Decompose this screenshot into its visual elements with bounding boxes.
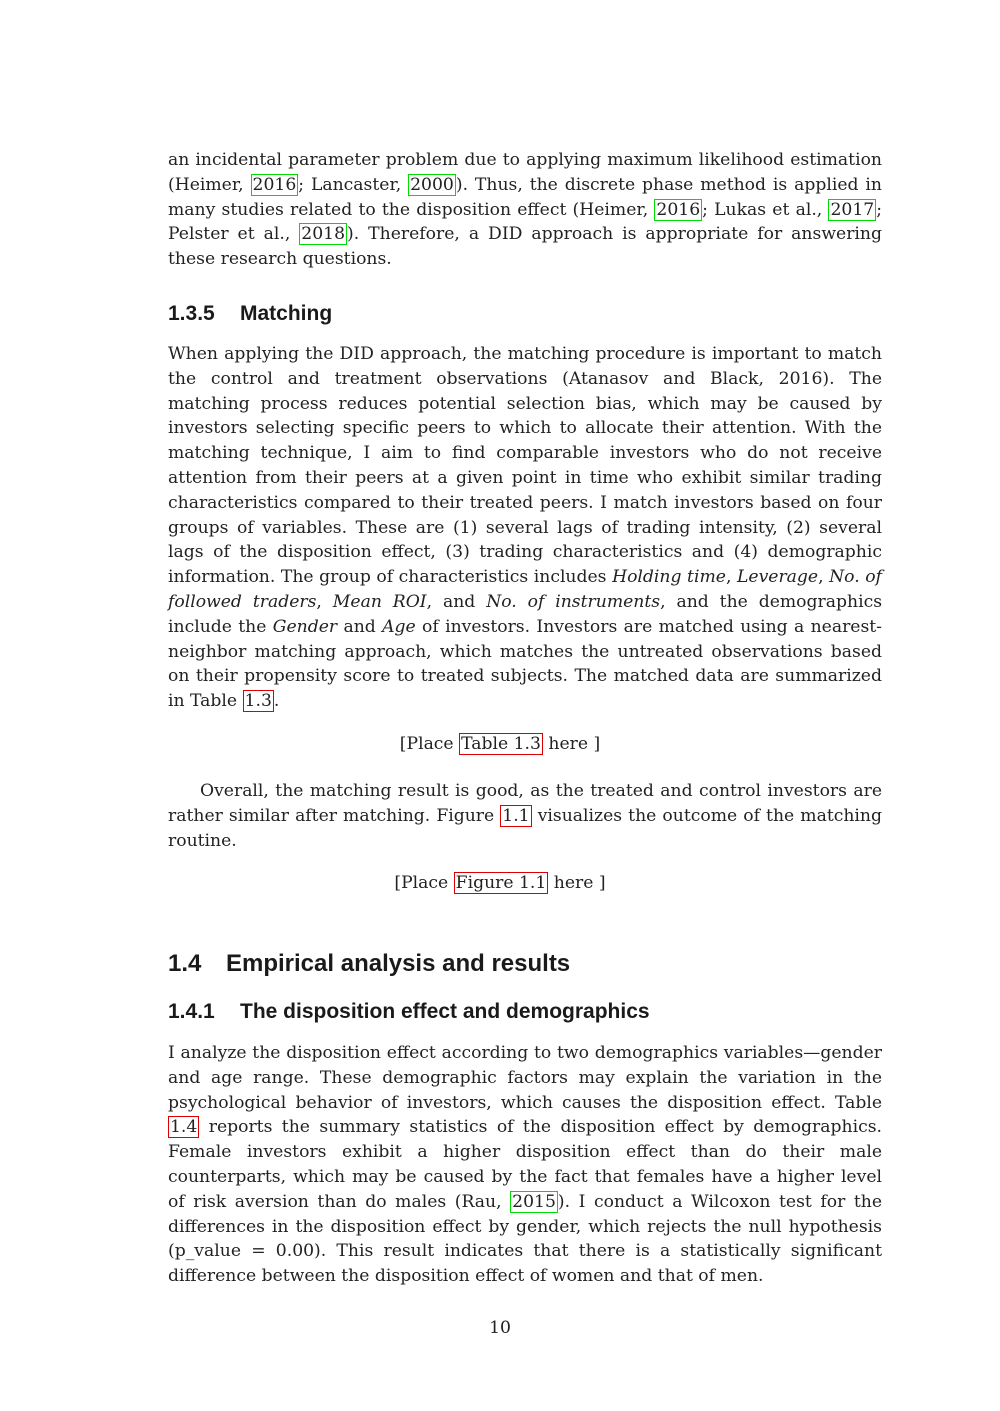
table-reference-link[interactable]: Table 1.3 [461, 734, 541, 754]
section-number: 1.4.1 [168, 1000, 215, 1023]
page-number: 10 [489, 1318, 511, 1338]
section-number: 1.4 [168, 950, 202, 977]
table-reference-link[interactable]: 1.3 [244, 691, 272, 712]
citation-link[interactable]: 2015 [512, 1191, 556, 1212]
paragraph-demographics: I analyze the disposition effect according to two demographics variables—gender and age range. These demographic factors may explain the variation in the psychological behavior of investors, which causes the disposition effect. Table 1.4 reports the summary statistics of the disposition effect by demographics. Female investors exhibit a higher disposition effect than do their male counterparts, which may be caused by the fact that females have a higher level of risk aversion than do males (Rau, 2015 ). I conduct a Wilcoxon test for the differences in the disposition effect by gender, which rejects the null hypothesis (p_value = 0.00). This result indicates that there is a statistically significant difference between the disposition effect of women and that of men. [168, 1043, 882, 1287]
citation-link[interactable]: 2016 [252, 174, 297, 195]
figure-placeholder: [Place Figure 1.1 here ] [394, 873, 606, 893]
citation-link[interactable]: 2000 [410, 174, 454, 195]
figure-reference-link[interactable]: Figure 1.1 [455, 873, 547, 893]
section-title: Empirical analysis and results [226, 950, 571, 977]
section-number: 1.3.5 [168, 302, 215, 325]
section-heading-demographics [168, 1000, 650, 1024]
paragraph-intro: an incidental parameter problem due to applying maximum likelihood estimation (Heimer, 2016 ; Lancaster, 2000 ). Thus, the discrete phase method is applied in many studies related to the disposition effect (Heimer, 2016 ; Lukas et al., 2017 ; Pelster et al., 2018 ). Therefore, a DID approach is appropriate for answering these research questions. [168, 150, 883, 270]
paragraph-matching-result: Overall, the matching result is good, as the treated and control investors are rather similar after matching. Figure 1.1 visualizes the outcome of the matching routine. [168, 781, 882, 851]
citation-link[interactable]: 2018 [301, 224, 346, 245]
table-reference-link[interactable]: 1.4 [170, 1117, 198, 1138]
table-placeholder: [Place Table 1.3 here ] [399, 734, 601, 754]
section-heading-matching [168, 302, 332, 326]
section-heading-empirical [168, 950, 570, 978]
section-title: Matching [240, 302, 333, 325]
section-title: The disposition effect and demographics [240, 1000, 650, 1023]
citation-link[interactable]: 2016 [656, 199, 701, 220]
citation-link[interactable]: 2017 [830, 199, 875, 220]
figure-reference-link[interactable]: 1.1 [502, 805, 530, 826]
paragraph-matching: When applying the DID approach, the matching procedure is important to match the control and treatment observations (Atanasov and Black, 2016). The matching process reduces potential selection bias, which may be caused by investors selecting specific peers to which to allocate their attention. With the matching technique, I aim to find comparable investors who do not receive attention from their peers at a given point in time who exhibit similar trading characteristics compared to their treated peers. I match investors based on four groups of variables. These are (1) several lags of trading intensity, (2) several lags of the disposition effect, (3) trading characteristics and (4) demographic information. The group of characteristics includes Holding time, Leverage, No. of followed traders, Mean ROI, and No. of instruments, and the demographics include the Gender and Age of investors. Investors are matched using a nearest-neighbor matching approach, which matches the untreated observations based on their propensity score to treated subjects. The matched data are summarized in Table 1.3 . [168, 344, 883, 712]
